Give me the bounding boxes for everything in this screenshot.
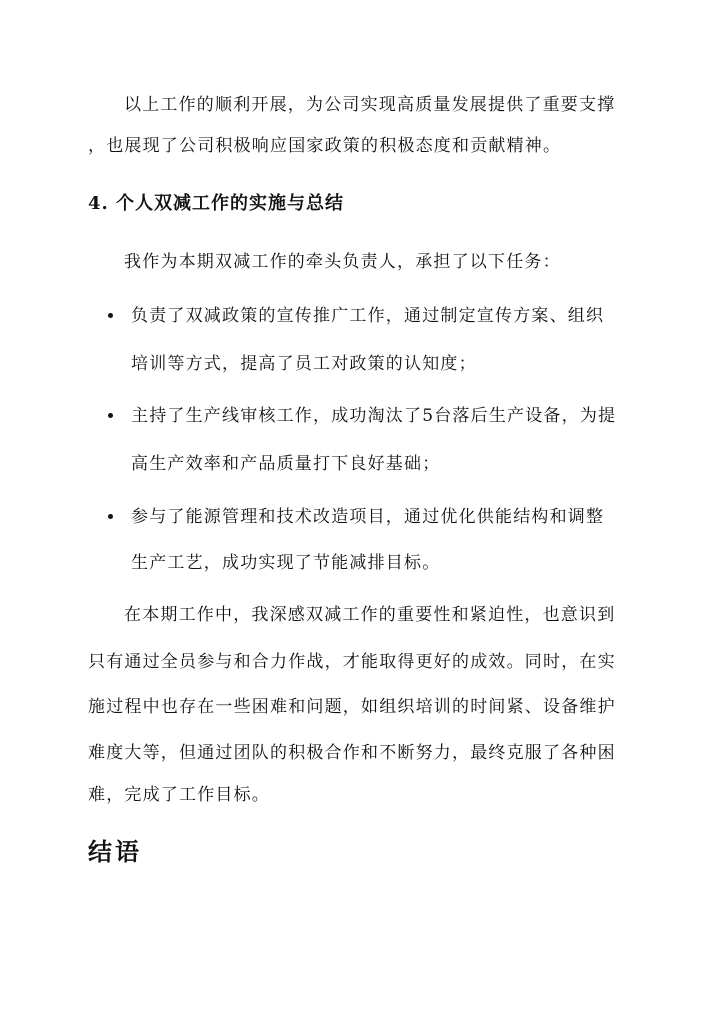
bullet-2-line1: 主持了生产线审核工作，成功淘汰了5台落后生产设备，为提 <box>131 406 617 426</box>
bullet-dot-1 <box>108 313 113 318</box>
bullet-2-line2: 高生产效率和产品质量打下良好基础； <box>131 454 441 474</box>
summary-line4: 难度大等，但通过团队的积极合作和不断努力，最终克服了各种困 <box>88 743 616 763</box>
summary-line3: 施过程中也存在一些困难和问题，如组织培训的时间紧、设备维护 <box>88 697 616 717</box>
bullet-3-line1: 参与了能源管理和技术改造项目，通过优化供能结构和调整 <box>131 507 605 527</box>
bullet-dot-3 <box>108 514 113 519</box>
bullet-3-line2: 生产工艺，成功实现了节能减排目标。 <box>131 553 441 573</box>
section-4-intro: 我作为本期双减工作的牵头负责人，承担了以下任务： <box>124 252 561 272</box>
section-4-heading: 4. 个人双减工作的实施与总结 <box>88 193 345 214</box>
bullet-1-line1: 负责了双减政策的宣传推广工作，通过制定宣传方案、组织 <box>131 306 605 326</box>
summary-line5: 难，完成了工作目标。 <box>88 785 270 805</box>
bullet-dot-2 <box>108 413 113 418</box>
para1-line2: ，也展现了公司积极响应国家政策的积极态度和贡献精神。 <box>88 136 562 156</box>
para1-line1: 以上工作的顺利开展，为公司实现高质量发展提供了重要支撑 <box>124 95 616 115</box>
summary-line2: 只有通过全员参与和合力作战，才能取得更好的成效。同时，在实 <box>88 652 616 672</box>
bullet-1-line2: 培训等方式，提高了员工对政策的认知度； <box>131 354 477 374</box>
closing-title: 结语 <box>88 837 142 866</box>
summary-line1: 在本期工作中，我深感双减工作的重要性和紧迫性，也意识到 <box>124 605 616 625</box>
